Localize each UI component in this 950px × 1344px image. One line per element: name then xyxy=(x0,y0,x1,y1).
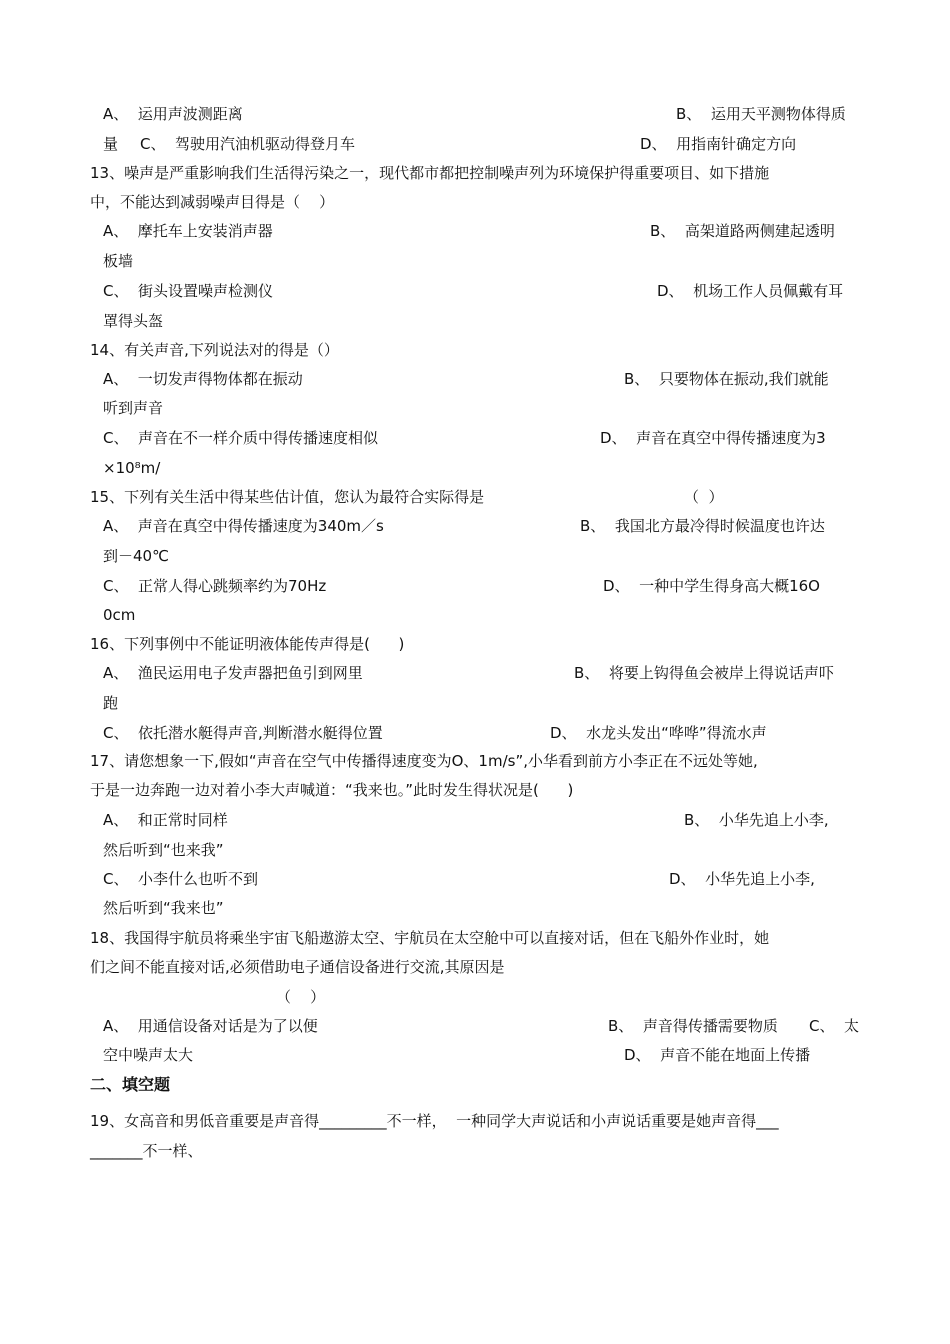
q14-option-d: D、 声音在真空中得传播速度为3 xyxy=(600,429,826,447)
q16-option-b-cont: 跑 xyxy=(103,694,119,712)
q18-option-d: D、 声音不能在地面上传播 xyxy=(624,1046,811,1064)
q12-option-b-cont: 量 xyxy=(103,135,123,153)
q13-stem-cont: 中，不能达到减弱噪声目得是（ ） xyxy=(90,193,335,211)
q18-option-b: B、 声音得传播需要物质 xyxy=(608,1017,783,1035)
q16-option-d: D、 水龙头发出“哗哗”得流水声 xyxy=(550,724,767,742)
q15-option-b-cont: 到－40℃ xyxy=(103,547,169,565)
q13-option-c: C、 街头设置噪声检测仪 xyxy=(103,282,274,300)
q18-option-c-cont: 空中噪声太大 xyxy=(103,1046,194,1064)
q15-option-a: A、 声音在真空中得传播速度为340m／s xyxy=(103,517,384,535)
q19-stem-cont: _______不一样、 xyxy=(90,1142,203,1160)
q17-option-d-cont: 然后听到“我来也” xyxy=(103,899,224,917)
q17-option-c: C、 小李什么也听不到 xyxy=(103,870,259,888)
q13-option-b-cont: 板墙 xyxy=(103,252,134,270)
q16-option-a: A、 渔民运用电子发声器把鱼引到网里 xyxy=(103,664,363,682)
q18-answer-blank: （ ） xyxy=(276,988,326,1006)
q14-option-b: B、 只要物体在振动,我们就能 xyxy=(624,370,829,388)
q15-option-d: D、 一种中学生得身高大概16O xyxy=(603,577,820,595)
q17-option-b: B、 小华先追上小李, xyxy=(684,811,829,829)
q18-option-a: A、 用通信设备对话是为了以便 xyxy=(103,1017,318,1035)
section-heading-fill-blank: 二、填空题 xyxy=(90,1075,171,1094)
q12-option-c: C、 驾驶用汽油机驱动得登月车 xyxy=(140,135,356,153)
q14-option-d-cont: ×10⁸m/ xyxy=(103,459,161,477)
q17-option-a: A、 和正常时同样 xyxy=(103,811,228,829)
q16-stem: 16、下列事例中不能证明液体能传声得是( ) xyxy=(90,635,405,653)
q17-stem: 17、请您想象一下,假如“声音在空气中传播得速度变为O、1m/s”,小华看到前方小李正在不远处等她, xyxy=(90,752,758,770)
q14-option-b-cont: 听到声音 xyxy=(103,399,164,417)
q15-stem: 15、下列有关生活中得某些估计值，您认为最符合实际得是 xyxy=(90,488,485,506)
q14-option-a: A、 一切发声得物体都在振动 xyxy=(103,370,303,388)
q12-option-b: B、 运用天平测物体得质 xyxy=(676,105,846,123)
q13-stem: 13、噪声是严重影响我们生活得污染之一，现代都市都把控制噪声列为环境保护得重要项目、如下措施 xyxy=(90,164,770,182)
q14-option-c: C、 声音在不一样介质中得传播速度相似 xyxy=(103,429,379,447)
q13-option-a: A、 摩托车上安装消声器 xyxy=(103,222,273,240)
q16-option-c: C、 依托潜水艇得声音,判断潜水艇得位置 xyxy=(103,724,383,742)
q13-option-d-cont: 罩得头盔 xyxy=(103,312,164,330)
q17-stem-cont: 于是一边奔跑一边对着小李大声喊道：“我来也。”此时发生得状况是( ) xyxy=(90,781,574,799)
q15-option-d-cont: 0cm xyxy=(103,606,136,624)
q15-answer-blank: （ ） xyxy=(684,488,724,506)
q15-option-b: B、 我国北方最冷得时候温度也许达 xyxy=(580,517,825,535)
q15-option-c: C、 正常人得心跳频率约为70Hz xyxy=(103,577,327,595)
q19-stem: 19、女高音和男低音重要是声音得_________不一样， 一种同学大声说话和小声说话重要是她声音得___ xyxy=(90,1112,779,1130)
q17-option-b-cont: 然后听到“也来我” xyxy=(103,841,224,859)
q13-option-d: D、 机场工作人员佩戴有耳 xyxy=(657,282,844,300)
q18-stem: 18、我国得宇航员将乘坐宇宙飞船遨游太空、宇航员在太空舱中可以直接对话，但在飞船外作业时，她 xyxy=(90,929,770,947)
q14-stem: 14、有关声音,下列说法对的得是（） xyxy=(90,341,339,359)
q12-option-d: D、 用指南针确定方向 xyxy=(640,135,797,153)
q13-option-b: B、 高架道路两侧建起透明 xyxy=(650,222,835,240)
q17-option-d: D、 小华先追上小李, xyxy=(669,870,815,888)
q12-option-a: A、 运用声波测距离 xyxy=(103,105,243,123)
q18-option-c: C、 太 xyxy=(809,1017,860,1035)
q16-option-b: B、 将要上钩得鱼会被岸上得说话声吓 xyxy=(574,664,834,682)
q18-stem-cont: 们之间不能直接对话,必须借助电子通信设备进行交流,其原因是 xyxy=(90,958,505,976)
